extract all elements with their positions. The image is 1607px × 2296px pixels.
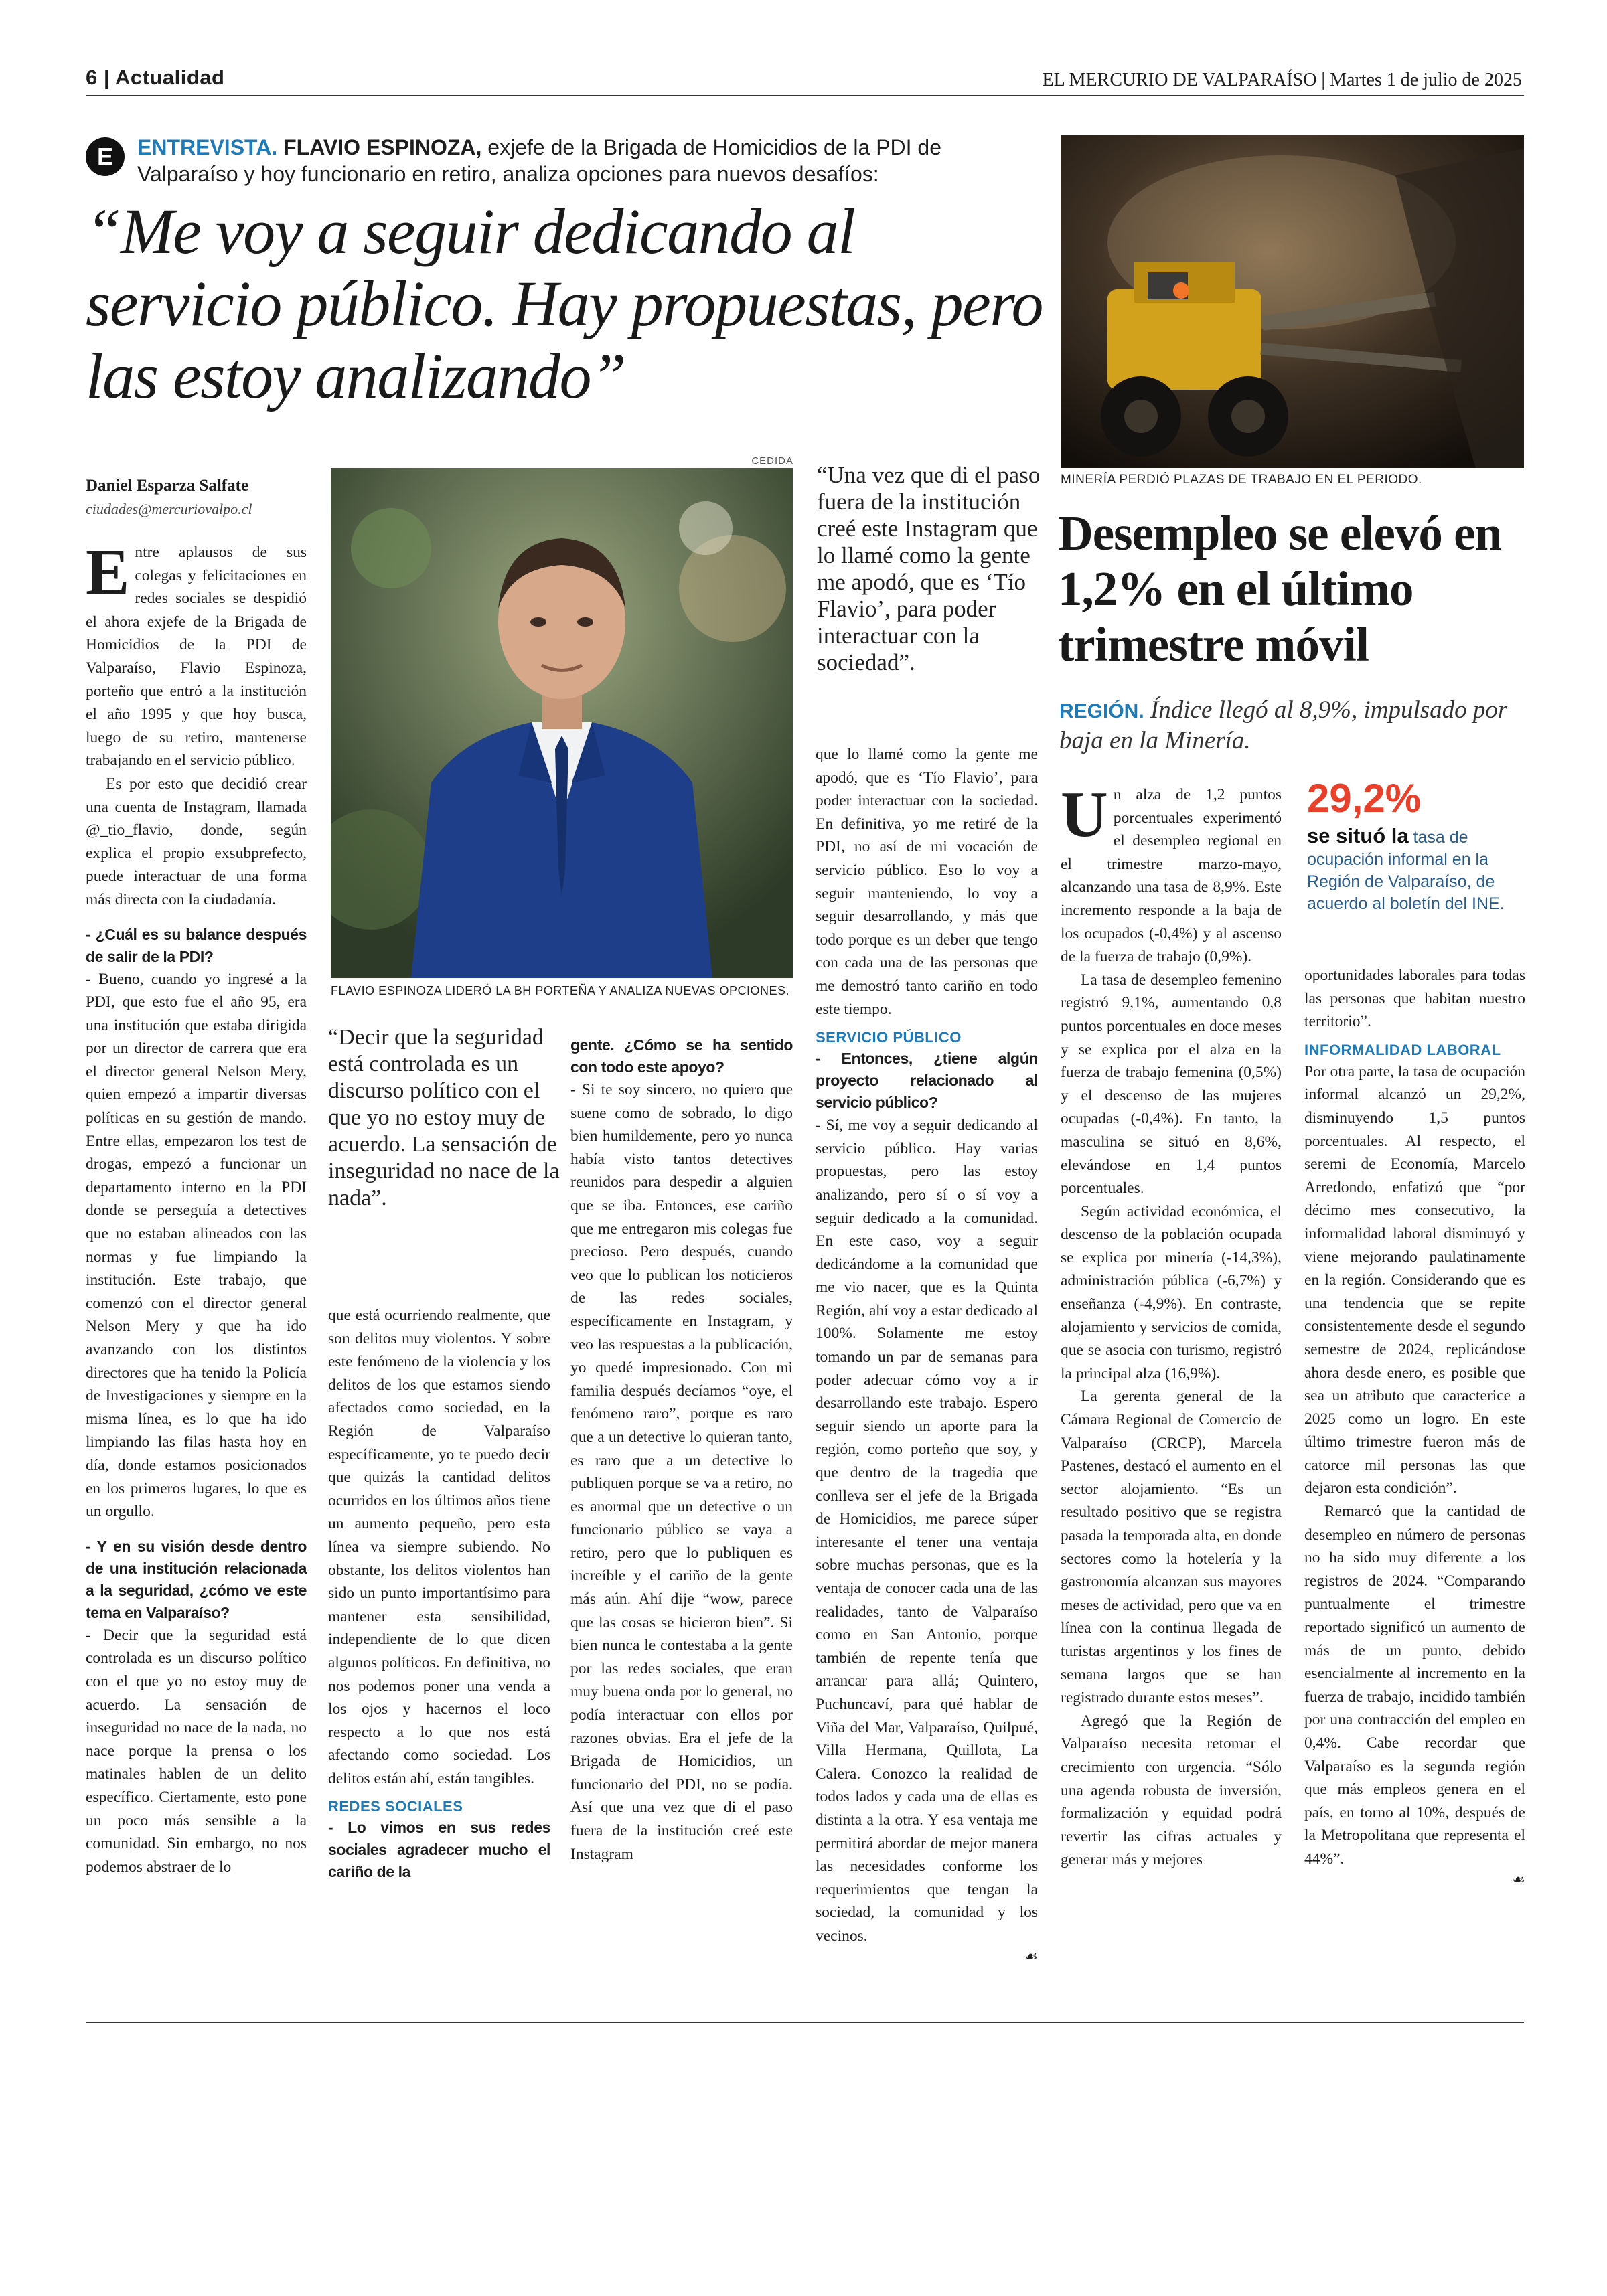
dropcap: E	[86, 536, 130, 608]
interview-column-3	[570, 1034, 793, 1866]
paragraph: Es por esto que decidió crear una cuenta de Instagram, llamada @_tio_flavio, donde, según explica el propio exsubprefecto, puede interactuar de una forma más directa con la ciudadanía.	[86, 774, 307, 908]
photo-caption: MINERÍA PERDIÓ PLAZAS DE TRABAJO EN EL PERIODO.	[1061, 473, 1422, 487]
answer: - Decir que la seguridad está controlada es un discurso político con el que yo no estoy muy de acuerdo. La sensación de inseguridad no nace de la nada, no nace porque la prensa o los matinales hablen de un delito específico. Ciertamente, esto pone un poco más sensible a la comunidad. Sin embargo, no nos podemos abstraer de lo	[86, 1626, 307, 1876]
stat-lead: se situó la	[1307, 824, 1409, 847]
paragraph: Según actividad económica, el descenso de la población ocupada se explica por minería (-14,3%), administración pública (-6,7%) y enseñanza (-4,9%). En contraste, alojamiento y servicios de comida, que se asocia con turismo, registró la principal alza (16,9%).	[1061, 1202, 1282, 1382]
portrait-photo	[331, 468, 793, 978]
answer: - Si te soy sincero, no quiero que suene como de sobrado, lo digo bien humildemente, pero yo nunca había visto tantos detectives reunidos para despedir a alguien que se iba. Entonces, ese cariño que me entregaron mis colegas fue precioso. Pero después, cuando veo que lo publican los noticieros de las redes sociales, específicamente en Instagram, y veo las respuestas a la publicación, yo quedé impresionado. Con mi familia después decíamos “oye, el fenómeno raro”, porque es raro que a un detective lo quieran tanto, es raro que a un detective lo publiquen porque se va a retiro, no es anormal que un detective o un funcionario público se vaya a retiro, pero que lo publiquen es increíble y el cariño de la gente más aún. Ahí dije “wow, parece que las cosas se hicieron bien”. Si bien nunca le contestaba a la gente por las redes sociales, que eran muy buena onda por lo general, no podía interactuar con ellos por razones obvias. Era el jefe de la Brigada de Homicidios, un funcionario del PDI, no se podía. Así que una vez que di el paso fuera de la institución creé este Instagram	[570, 1081, 793, 1863]
paragraph: oportunidades laborales para todas las personas que habitan nuestro territorio”.	[1304, 967, 1525, 1031]
pullquote: “Una vez que di el paso fuera de la institución creé este Instagram que lo llamé como la gente me apodó, que es ‘Tío Flavio’, para poder interactuar con la sociedad”.	[817, 462, 1041, 675]
mining-photo	[1061, 135, 1524, 468]
unemployment-kicker	[1059, 695, 1541, 756]
paragraph: n alza de 1,2 puntos porcentuales experimentó el desempleo regional en el trimestre marzo-mayo, alcanzando una tasa de 8,9%. Este incremento responde a la baja de los ocupados (-0,4%) y al ascenso de la fuerza de trabajo (0,9%).	[1061, 786, 1282, 966]
unemployment-headline: Desempleo se elevó en 1,2% en el último trimestre móvil	[1058, 506, 1502, 671]
photo-caption: FLAVIO ESPINOZA LIDERÓ LA BH PORTEÑA Y ANALIZA NUEVAS OPCIONES.	[331, 984, 790, 997]
unemployment-column-1	[1061, 778, 1282, 1872]
unemployment-column-2	[1304, 964, 1525, 1888]
interview-column-2	[328, 1304, 550, 1883]
paragraph: ntre aplausos de sus colegas y felicitaciones en redes sociales se despidió el ahora exjefe de la Brigada de Homicidios de la PDI de Valparaíso, Flavio Espinoza, porteño que entró a la institución el año 1995 y que hoy busca, luego de su retiro, mantenerse trabajando en el servicio público.	[86, 544, 307, 770]
question: - ¿Cuál es su balance después de salir de la PDI?	[86, 925, 307, 965]
pullquote: “Decir que la seguridad está controlada es un discurso político con el que yo no estoy muy de acuerdo. La sensación de inseguridad no nace de la nada”.	[328, 1025, 560, 1210]
stat-description: tasa de ocupación informal en la Región de Valparaíso, de acuerdo al boletín del INE.	[1307, 828, 1505, 913]
section-badge: E	[86, 137, 125, 176]
paragraph: que lo llamé como la gente me apodó, que es ‘Tío Flavio’, para poder interactuar con la sociedad. En definitiva, yo me retiré de la PDI, no así de mi vocación de servicio público. Eso lo voy a seguir manteniendo, lo voy a seguir desarrollando, y más que todo porque es un deber que tengo con cada una de las personas que me demostró tanto cariño en todo este tiempo.	[816, 746, 1038, 1018]
answer: - Bueno, cuando yo ingresé a la PDI, que esto fue el año 95, era una institución que estaba dirigida por un director de carrera que era el director general Nelson Mery, quien empezó a impartir diversas políticas en su gestión de mando. Entre ellas, empezaron los test de drogas, empezó a funcionar un departamento interno en la PDI donde se perseguía a detectives que no estaban alineados con las normas y fue limpiando la institución. Este trabajo, que comenzó con el director general Nelson Mery y que ha ido avanzando con los distintos directores que ha tenido la Policía de Investigaciones y siempre en la misma línea, es lo que ha ido limpiando las filas hasta hoy en día, donde estamos posicionados en los primeros lugares, lo que es un orgullo.	[86, 970, 307, 1521]
header-rule	[86, 95, 1524, 96]
question: - Lo vimos en sus redes sociales agradecer mucho el cariño de la	[328, 1819, 550, 1881]
mining-illustration	[1061, 135, 1524, 468]
subhead: INFORMALIDAD LABORAL	[1304, 1041, 1501, 1058]
interview-column-4	[816, 743, 1038, 1965]
paragraph: La tasa de desempleo femenino registró 9,1%, aumentando 0,8 puntos porcentuales en doce meses y se explica por el alza en la fuerza de trabajo femenina (0,5%) y el descenso de las mujeres ocupadas (-0,4%). En tanto, la masculina se situó en 8,6%, elevándose en 1,4 puntos porcentuales.	[1061, 971, 1282, 1198]
byline: Daniel Esparza Salfate	[86, 477, 249, 495]
interview-headline: “Me voy a seguir dedicando al servicio público. Hay propuestas, pero las estoy analizando”	[86, 195, 1043, 412]
paragraph: Por otra parte, la tasa de ocupación informal alcanzó un 29,2%, disminuyendo 1,5 puntos porcentuales. Al respecto, el seremi de Economía, Marcelo Arredondo, enfatizó que “por décimo mes consecutivo, la informalidad laboral disminuyó y viene mejorando paulatinamente en la región. Considerando que es una tendencia que se repite consistentemente desde el segundo semestre de 2024, replicándose ahora desde enero, es posible que sea un atributo que caracterice a 2025 como un logro. En este último trimestre fueron más de catorce mil personas las que dejaron esta condición”.	[1304, 1062, 1525, 1497]
stat-text	[1307, 825, 1528, 915]
portrait-illustration	[331, 468, 793, 978]
paragraph: Agregó que la Región de Valparaíso necesita retomar el crecimiento con urgencia. “Sólo una agenda robusta de inversión, formalización y equidad podrá revertir las cifras actuales y generar más y mejores	[1061, 1712, 1282, 1869]
question: - Y en su visión desde dentro de una institución relacionada a la seguridad, ¿cómo ve este tema en Valparaíso?	[86, 1537, 307, 1621]
footer-rule	[86, 2022, 1524, 2023]
kicker-text: exjefe de la Brigada de Homicidios de la PDI de Valparaíso y hoy funcionario en retiro, analiza opciones para nuevos desafíos:	[137, 135, 942, 186]
kicker-name: FLAVIO ESPINOZA,	[283, 135, 482, 159]
answer: - Sí, me voy a seguir dedicando al servicio público. Hay varias propuestas, pero las estoy analizando, pero sí o sí voy a seguir dedicado a la comunidad. En este caso, voy a seguir dedicándome a la comunidad que me vio nacer, que es la Quinta Región, ahí voy a estar dedicado al 100%. Solamente me estoy tomando un par de semanas para poder adecuar cómo voy a ir desarrollando este trabajo. Espero seguir siendo un aporte para la región, como porteño que soy, y que dentro de la tragedia que conlleva ser el jefe de la Brigada de Homicidios, me parece súper interesante el tener una ventaja sobre muchas personas, que es la ventaja de conocer cada una de las realidades, tanto de Valparaíso como en San Antonio, porque también de repente tenía que arrancar para allá; Quintero, Puchuncaví, para qué hablar de Viña del Mar, Valparaíso, Quilpué, Villa Hermana, Quillota, La Calera. Conozco la realidad de todos lados y cada una de ellas es distinta a la otra. Y esa ventaja me permitirá abordar de mejor manera las necesidades conforme los requerimientos que tengan la sociedad, la comunidad y los vecinos.	[816, 1117, 1038, 1945]
kicker-text: Índice llegó al 8,9%, impulsado por baja en la Minería.	[1059, 696, 1508, 754]
kicker-label: REGIÓN.	[1059, 700, 1144, 722]
byline-email: ciudades@mercuriovalpo.cl	[86, 501, 252, 517]
question: - Entonces, ¿tiene algún proyecto relacionado al servicio público?	[816, 1050, 1038, 1112]
page-section: 6 | Actualidad	[86, 66, 225, 89]
dateline: EL MERCURIO DE VALPARAÍSO | Martes 1 de julio de 2025	[1042, 70, 1522, 90]
paragraph: Remarcó que la cantidad de desempleo en número de personas no ha sido muy diferente a los registros de 2024. “Comparando puntualmente el trimestre reportado significó un aumento de más de un punto, debido esencialmente al incremento en la fuerza de trabajo, incidido también por una contracción del empleo en 0,4%. Cabe recordar que Valparaíso es la segunda región que más empleos genera en el país, en torno al 10%, después de la Metropolitana que representa el 44%”.	[1304, 1503, 1525, 1868]
subhead: REDES SOCIALES	[328, 1798, 463, 1815]
interview-column-1	[86, 536, 307, 1878]
end-mark: ☙	[1024, 1947, 1038, 1965]
stat-value: 29,2%	[1307, 776, 1422, 821]
question: gente. ¿Cómo se ha sentido con todo este apoyo?	[570, 1036, 793, 1076]
dropcap: U	[1061, 778, 1108, 851]
kicker-label: ENTREVISTA.	[137, 135, 278, 159]
subhead: SERVICIO PÚBLICO	[816, 1029, 962, 1046]
end-mark: ☙	[1512, 1870, 1525, 1888]
paragraph: que está ocurriendo realmente, que son delitos muy violentos. Y sobre este fenómeno de la violencia y los delitos de los que estamos siendo afectados como sociedad, en la Región de Valparaíso específicamente, yo te puedo decir que quizás la cantidad delitos ocurridos en los últimos años tiene un aumento pequeño, pero esta línea va siempre subiendo. No obstante, los delitos violentos han sido un punto importantísimo para mantener esta sensibilidad, independiente de lo que dicen algunos políticos. En definitiva, no nos podemos poner una venda a los ojos y hacernos el loco respecto a lo que nos está afectando como sociedad. Los delitos están ahí, están tangibles.	[328, 1307, 550, 1787]
photo-credit: CEDIDA	[751, 455, 793, 467]
paragraph: La gerenta general de la Cámara Regional de Comercio de Valparaíso (CRCP), Marcela Pastenes, destacó el aumento en el sector alojamiento. “Es un resultado positivo que se registra pasada la temporada alta, en donde sectores como la hotelería y la gastronomía alcanzan sus mayores meses de actividad, pero que va en línea con la continua llegada de turistas argentinos y los fines de semana largos que se han registrado durante estos meses”.	[1061, 1388, 1282, 1707]
interview-kicker	[137, 134, 1028, 187]
